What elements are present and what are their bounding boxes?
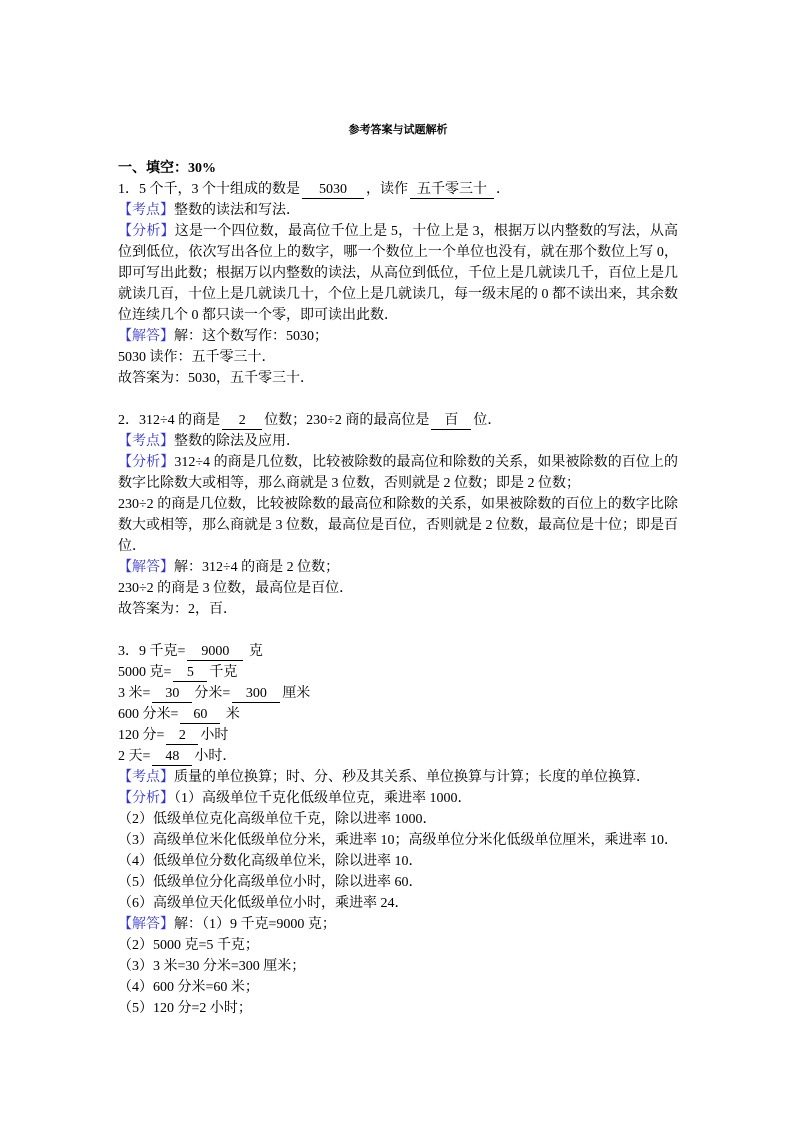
q3-row-3-prefix: 3 米=: [118, 686, 151, 701]
q1-stem: [118, 179, 510, 200]
q3-jieda-line-1: 解：（1）9 千克=9000 克；: [174, 917, 336, 932]
q3-jieda-line-2: （2）5000 克=5 千克；: [118, 938, 259, 953]
q2-stem: [118, 410, 501, 431]
q2-jieda-line-2: 230÷2 的商是 3 位数，最高位是百位．: [118, 581, 354, 596]
q3-fenxi-line-3: （3）高级单位米化低级单位分米，乘进率 10；高级单位分米化低级单位厘米，乘进率 10．: [118, 833, 678, 848]
q3-row-6-prefix: 2 天=: [118, 749, 151, 764]
q1-kaodian: [118, 200, 300, 221]
q3-row-5-blank: 2: [166, 728, 198, 745]
q3-row-3-blank-1: 30: [152, 686, 192, 703]
q3-row-3-suffix: 分米=: [194, 686, 231, 701]
q3-jieda-line-5: （5）120 分=2 小时；: [118, 1001, 252, 1016]
q2-fenxi: [118, 452, 678, 494]
q3-row-1-prefix: 3．9 千克=: [118, 644, 186, 659]
kaodian-label: 【考点】: [118, 434, 174, 449]
q1-jieda-line-3: 故答案为：5030，五千零三十．: [118, 371, 314, 386]
q1-stem-mid: ，读作: [366, 182, 408, 197]
q3-row-4-suffix: 米: [225, 707, 240, 722]
q3-fenxi: [118, 788, 472, 809]
q1-stem-end: ．: [496, 182, 510, 197]
q3-row-3-suffix-2: 厘米: [282, 686, 311, 701]
q2-kaodian: [118, 431, 300, 452]
q3-fenxi-line-5: （5）低级单位分化高级单位小时，除以进率 60．: [118, 875, 423, 890]
q3-row-2: [118, 662, 237, 683]
q2-jieda: [118, 557, 339, 578]
q1-kaodian-text: 整数的读法和写法．: [174, 203, 300, 218]
jieda-label: 【解答】: [118, 917, 174, 932]
q2-fenxi-2: 230÷2 的商是几位数，比较被除数的最高位和除数的关系，如果被除数的百位上的数字比除数大或相等，那么商就是 3 位数，最高位是百位，否则就是 2 位数，最高位是十位；即是百位．: [118, 497, 678, 554]
q3-jieda-line-3: （3）3 米=30 分米=300 厘米；: [118, 959, 306, 974]
q3-row-2-blank: 5: [173, 665, 207, 682]
q1-fenxi: [118, 221, 678, 326]
q3-jieda-line-4: （4）600 分米=60 米；: [118, 980, 259, 995]
q1-jieda: [118, 326, 328, 347]
jieda-label: 【解答】: [118, 329, 174, 344]
q2-stem-end: 位．: [473, 413, 502, 428]
q2-blank-1: 2: [222, 413, 262, 430]
q3-row-2-prefix: 5000 克=: [118, 665, 172, 680]
q3-jieda: [118, 914, 336, 935]
page-title: 参考答案与试题解析: [348, 124, 448, 136]
q1-blank-1: 5030: [302, 182, 364, 199]
q3-fenxi-line-4: （4）低级单位分数化高级单位米，除以进率 10．: [118, 854, 423, 869]
q3-row-3-blank-2: 300: [232, 686, 280, 703]
jieda-label: 【解答】: [118, 560, 174, 575]
q1-blank-2: 五千零三十: [410, 182, 494, 199]
q1-stem-prefix: 1．5 个千，3 个十组成的数是: [118, 182, 300, 197]
section-heading: 一、填空：30%: [118, 161, 216, 176]
q3-row-5: [118, 725, 228, 746]
q3-kaodian-text: 质量的单位换算；时、分、秒及其关系、单位换算与计算；长度的单位换算．: [174, 770, 650, 785]
fenxi-label: 【分析】: [118, 224, 175, 239]
q2-jieda-line-3: 故答案为：2，百．: [118, 602, 237, 617]
fenxi-label: 【分析】: [118, 791, 174, 806]
fenxi-label: 【分析】: [118, 455, 175, 470]
q3-row-2-suffix: 千克: [209, 665, 238, 680]
q3-row-4-prefix: 600 分米=: [118, 707, 179, 722]
q3-row-3: [118, 683, 310, 704]
kaodian-label: 【考点】: [118, 203, 174, 218]
q3-row-1: [118, 641, 263, 662]
q2-stem-prefix: 2．312÷4 的商是: [118, 413, 221, 428]
q2-kaodian-text: 整数的除法及应用．: [174, 434, 300, 449]
kaodian-label: 【考点】: [118, 770, 174, 785]
q3-row-1-suffix: 克: [248, 644, 263, 659]
q2-blank-2: 百: [431, 413, 471, 430]
q3-fenxi-line-6: （6）高级单位天化低级单位小时，乘进率 24．: [118, 896, 409, 911]
q3-fenxi-line-1: （1）高级单位千克化低级单位克，乘进率 1000．: [174, 791, 472, 806]
q1-jieda-line-1: 解：这个数写作：5030；: [174, 329, 328, 344]
q2-stem-mid: 位数；230÷2 商的最高位是: [264, 413, 430, 428]
q3-fenxi-line-2: （2）低级单位克化高级单位千克，除以进率 1000．: [118, 812, 437, 827]
q3-row-5-suffix: 小时: [200, 728, 229, 743]
q3-row-5-prefix: 120 分=: [118, 728, 165, 743]
q2-jieda-line-1: 解：312÷4 的商是 2 位数；: [174, 560, 340, 575]
q3-row-6-suffix: 小时．: [194, 749, 237, 764]
q3-row-6: [118, 746, 236, 767]
q3-row-4-blank: 60: [180, 707, 220, 724]
q1-fenxi-text: 这是一个四位数，最高位千位上是 5，十位上是 3，根据万以内整数的写法，从高位到低位，依次写出各位上的数字，哪一个数位上一个单位也没有，就在那个数位上写 0，即可写出此数；根据万以内整数的读法，从高位到低位，千位上是几就读几千，百位上是几就读几百，十位上是几就读几十，个位上是几就读几，每一级末尾的 0 都不读出来，其余数位连续几个 0 都只读一个零，即可读出此数．: [118, 224, 679, 323]
q2-fenxi-text: 312÷4 的商是几位数，比较被除数的最高位和除数的关系，如果被除数的百位上的数字比除数大或相等，那么商就是 3 位数，否则就是 2 位数；即是 2 位数；: [118, 455, 679, 491]
q3-row-1-blank: 9000: [187, 644, 243, 661]
q3-row-4: [118, 704, 240, 725]
q1-jieda-line-2: 5030 读作：五千零三十．: [118, 350, 276, 365]
q3-row-6-blank: 48: [152, 749, 192, 766]
q3-kaodian: [118, 767, 650, 788]
